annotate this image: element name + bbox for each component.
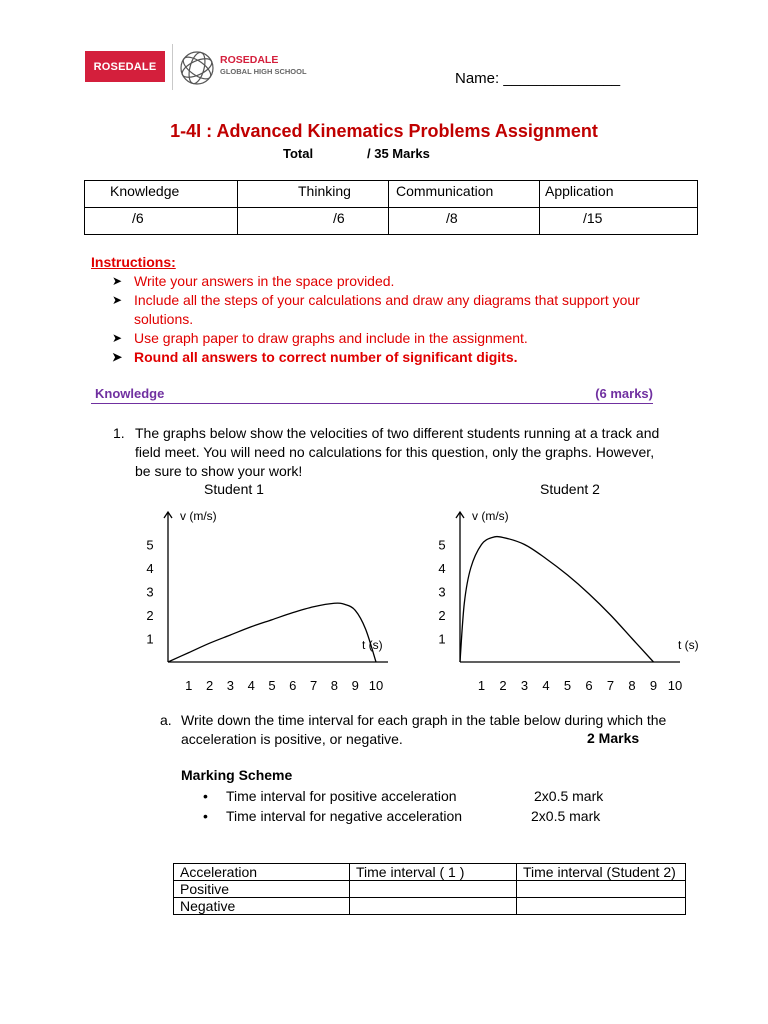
instruction-text: Round all answers to correct number of significant digits. xyxy=(134,349,518,365)
list-item xyxy=(112,291,672,329)
answer-table xyxy=(173,863,686,915)
total-marks: / 35 Marks xyxy=(367,146,430,161)
y-tick-label: 2 xyxy=(146,608,154,623)
answer-cell[interactable] xyxy=(517,898,686,915)
school-name xyxy=(220,55,307,77)
x-tick-label: 3 xyxy=(520,678,529,693)
x-tick-label: 9 xyxy=(351,678,359,693)
arrow-bullet-icon: ➤ xyxy=(112,293,123,307)
header-application: Application xyxy=(545,183,614,199)
row-label-negative: Negative xyxy=(174,898,350,915)
x-tick-label: 6 xyxy=(289,678,297,693)
categories-table xyxy=(84,180,698,235)
table-header-interval-1: Time interval ( 1 ) xyxy=(350,864,517,881)
y-axis-label: v (m/s) xyxy=(472,509,509,523)
table-row xyxy=(174,864,686,881)
x-tick-label: 4 xyxy=(247,678,255,693)
logo-divider xyxy=(172,44,173,90)
velocity-graphs xyxy=(130,496,720,702)
arrow-bullet-icon: ➤ xyxy=(112,350,123,364)
y-tick-label: 3 xyxy=(438,584,446,600)
answer-cell[interactable] xyxy=(350,881,517,898)
x-tick-label: 8 xyxy=(330,678,339,693)
question-1 xyxy=(113,424,673,481)
school-name-line1: ROSEDALE xyxy=(220,54,279,66)
globe-icon xyxy=(177,48,217,88)
chart-title-student-1: Student 1 xyxy=(204,481,264,497)
y-tick-label: 1 xyxy=(438,631,446,647)
x-tick-label: 5 xyxy=(268,678,276,693)
x-tick-label: 2 xyxy=(499,678,507,693)
table-row xyxy=(85,181,698,208)
page-title: 1-4I : Advanced Kinematics Problems Assignment xyxy=(170,121,598,141)
table-cell xyxy=(389,181,540,208)
header-knowledge: Knowledge xyxy=(110,183,180,199)
question-number: 1. xyxy=(113,425,125,441)
score-knowledge: /6 xyxy=(132,210,144,226)
question-label: a. xyxy=(160,712,172,728)
x-tick-label: 7 xyxy=(309,678,318,693)
x-tick-label: 1 xyxy=(185,678,193,693)
section-title: Knowledge xyxy=(95,386,165,401)
header-communication: Communication xyxy=(396,183,494,199)
list-item xyxy=(112,348,672,367)
table-cell[interactable] xyxy=(238,208,389,235)
score-communication: /8 xyxy=(446,210,458,226)
total-label: Total xyxy=(283,146,314,161)
x-tick-label: 6 xyxy=(585,678,593,693)
bullet-icon: • xyxy=(203,788,208,804)
x-tick-label: 1 xyxy=(477,678,486,693)
x-tick-label: 10 xyxy=(667,678,683,693)
x-tick-label: 3 xyxy=(226,678,235,693)
question-text: Write down the time interval for each graph in the table below during which the acceleration is positive, or negative. xyxy=(181,712,667,747)
section-heading xyxy=(91,386,653,404)
list-item xyxy=(198,787,618,807)
table-cell xyxy=(85,181,238,208)
table-cell[interactable] xyxy=(540,208,698,235)
velocity-curve xyxy=(460,537,654,662)
x-tick-label: 4 xyxy=(542,678,550,693)
y-tick-label: 2 xyxy=(438,608,446,623)
row-label-positive: Positive xyxy=(174,881,350,898)
list-item xyxy=(198,807,618,827)
bullet-icon: • xyxy=(203,808,208,824)
marking-scheme-heading: Marking Scheme xyxy=(181,767,293,783)
x-tick-label: 8 xyxy=(628,678,636,693)
table-row xyxy=(174,881,686,898)
table-header-acceleration: Acceleration xyxy=(174,864,350,881)
y-tick-label: 5 xyxy=(146,537,154,553)
criterion-text: Time interval for positive acceleration xyxy=(226,788,457,804)
table-cell[interactable] xyxy=(85,208,238,235)
table-cell xyxy=(540,181,698,208)
list-item xyxy=(112,329,672,348)
y-tick-label: 4 xyxy=(146,561,154,576)
list-item xyxy=(112,272,672,291)
question-marks: 2 Marks xyxy=(587,730,640,746)
instruction-text: Use graph paper to draw graphs and include in the assignment. xyxy=(134,330,528,346)
score-thinking: /6 xyxy=(333,210,345,226)
table-header-interval-2: Time interval (Student 2) xyxy=(517,864,686,881)
answer-cell[interactable] xyxy=(350,898,517,915)
y-tick-label: 5 xyxy=(438,537,446,553)
school-name-line2: GLOBAL HIGH SCHOOL xyxy=(220,67,307,76)
score-application: /15 xyxy=(583,210,603,226)
header-thinking: Thinking xyxy=(298,183,351,199)
name-field[interactable]: Name: ______________ xyxy=(455,70,621,87)
question-text: The graphs below show the velocities of two different students running at a track and field meet. You will need no calculations for this question, only the graphs. However, be sure to show your work! xyxy=(135,425,660,479)
x-tick-label: 10 xyxy=(368,678,384,693)
arrow-bullet-icon: ➤ xyxy=(112,331,123,345)
section-marks: (6 marks) xyxy=(595,386,653,401)
velocity-curve xyxy=(168,603,376,662)
y-tick-label: 3 xyxy=(146,584,154,600)
instructions-list xyxy=(112,272,672,367)
answer-cell[interactable] xyxy=(517,881,686,898)
x-axis-label: t (s) xyxy=(362,638,383,652)
rosedale-logo: ROSEDALE xyxy=(85,51,165,82)
criterion-mark: 2x0.5 mark xyxy=(534,788,604,804)
arrow-bullet-icon: ➤ xyxy=(112,274,123,288)
criterion-mark: 2x0.5 mark xyxy=(531,808,601,824)
x-tick-label: 7 xyxy=(606,678,615,693)
y-axis-label: v (m/s) xyxy=(180,509,217,523)
instruction-text: Include all the steps of your calculations and draw any diagrams that support your solutions. xyxy=(134,292,640,327)
table-cell xyxy=(238,181,389,208)
marking-scheme-list xyxy=(198,787,618,827)
instruction-text: Write your answers in the space provided. xyxy=(134,273,395,289)
instructions-heading: Instructions: xyxy=(91,254,176,270)
chart-title-student-2: Student 2 xyxy=(540,481,600,497)
y-tick-label: 1 xyxy=(146,631,154,647)
x-tick-label: 5 xyxy=(563,678,572,693)
x-axis-label: t (s) xyxy=(678,638,699,652)
table-row xyxy=(85,208,698,235)
x-tick-label: 9 xyxy=(649,678,658,693)
table-cell[interactable] xyxy=(389,208,540,235)
table-row xyxy=(174,898,686,915)
x-tick-label: 2 xyxy=(205,678,214,693)
y-tick-label: 4 xyxy=(438,561,446,576)
criterion-text: Time interval for negative acceleration xyxy=(226,808,463,824)
